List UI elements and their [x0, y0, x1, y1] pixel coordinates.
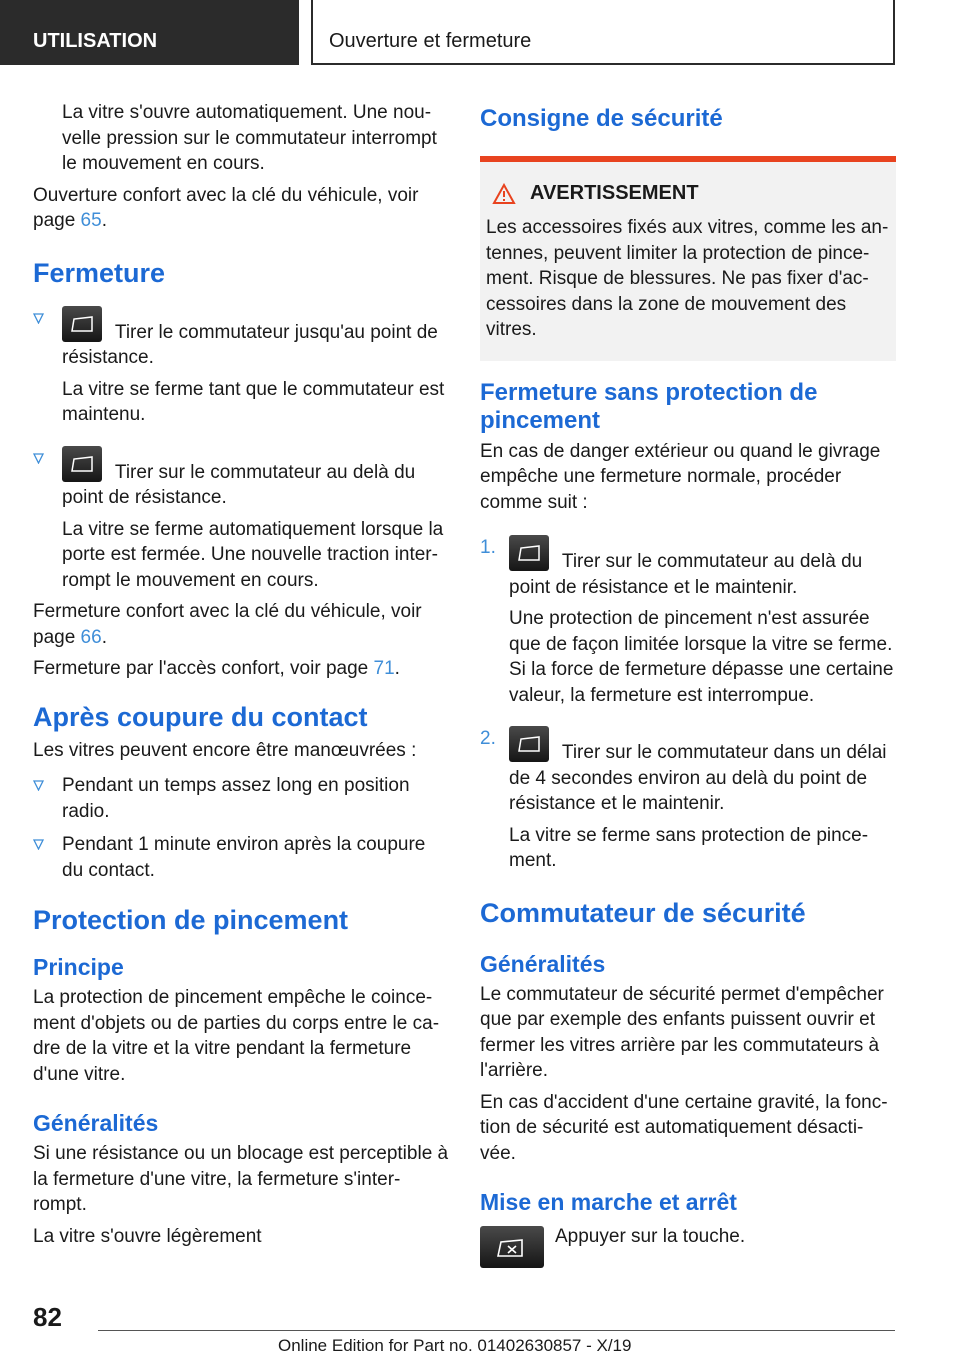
warning-text: Les accessoires fixés aux vitres, comme les an‐ tennes, peuvent limiter la protection de pince‐ ment. Risque de blessures. Ne pas fixer d'ac‐ cessoires dans la zone de mouvement des vitres. — [486, 217, 889, 340]
heading-consigne-securite: Consigne de sécurité — [480, 105, 723, 132]
heading-principe: Principe — [33, 954, 124, 980]
step-number: 1. — [480, 537, 496, 558]
heading-sans-protection: Fermeture sans protection de pincement — [480, 378, 818, 434]
generalites-paragraph-left: Si une résistance ou un blocage est perceptible à la fermeture d'une vitre, la fermeture s'inter‐ rompt. — [33, 1143, 449, 1215]
heading-generalites-left: Généralités — [33, 1110, 159, 1136]
principe-paragraph: La protection de pincement empêche le coince‐ ment d'objets ou de parties du corps entre le ca‐ dre de la vitre et la vitre pendant la fermeture d'une vitre. — [33, 987, 440, 1085]
fermeture-step-2-note: La vitre se ferme automatiquement lorsque la porte est fermée. Une nouvelle traction inter‐ rompt le mouvement en cours. — [62, 518, 444, 591]
generalites-paragraph-left-2: La vitre s'ouvre légèrement — [33, 1225, 262, 1247]
footer-edition: Online Edition for Part no. 01402630857 - X/19 — [278, 1336, 632, 1355]
sans-protection-step-2-note: La vitre se ferme sans protection de pince‐ ment. — [509, 824, 869, 871]
confort-closing-paragraph: Fermeture confort avec la clé du véhicule, voir page 66. — [33, 601, 422, 648]
heading-commutateur-securite: Commutateur de sécurité — [480, 897, 806, 928]
header-section-label: UTILISATION — [33, 30, 158, 52]
right-column — [480, 100, 896, 1268]
triangle-bullet-icon — [33, 839, 44, 850]
fermeture-step-1: Tirer le commutateur jusqu'au point de résistance. — [33, 306, 451, 371]
warning-title: AVERTISSEMENT — [486, 182, 890, 205]
triangle-bullet-icon — [33, 780, 44, 791]
commutateur-paragraph-2: En cas d'accident d'une certaine gravité, la fonc‐ tion de sécurité est automatiquement désacti‐ vée. — [480, 1091, 888, 1164]
sans-protection-step-1-note: Une protection de pincement n'est assurée que de façon limitée lorsque la vitre se ferme. Si la force de fermeture dépasse une certaine valeur, la fermeture est interrompue. — [509, 608, 894, 706]
heading-mise-en-marche: Mise en marche et arrêt — [480, 1189, 737, 1215]
warning-box — [480, 156, 896, 361]
apres-list-item: Pendant 1 minute environ après la coupure du contact. — [33, 832, 451, 883]
acces-confort-paragraph: Fermeture par l'accès confort, voir page 71. — [33, 658, 400, 679]
intro-paragraph: La vitre s'ouvre automatiquement. Une nou‐ velle pression sur le commutateur interrompt le mouvement en cours. — [62, 102, 437, 174]
fermeture-step-1-note: La vitre se ferme tant que le commutateur est maintenu. — [62, 378, 445, 425]
window-switch-icon — [62, 446, 102, 482]
left-column — [33, 100, 451, 1255]
sans-protection-step-1: 1. Tirer sur le commutateur au delà du point de résistance et le maintenir. — [480, 537, 863, 598]
child-lock-button-icon — [480, 1226, 544, 1268]
window-switch-icon — [509, 535, 549, 571]
page-number: 82 — [33, 1302, 62, 1332]
page-link-71[interactable]: 71 — [373, 658, 395, 679]
heading-fermeture: Fermeture — [33, 257, 166, 288]
header-section-tab — [0, 0, 299, 65]
header-chapter-label: Ouverture et fermeture — [329, 30, 532, 52]
confort-opening-paragraph: Ouverture confort avec la clé du véhicule, voir page 65. — [33, 184, 419, 231]
mise-en-marche-row — [480, 1224, 896, 1250]
fermeture-step-2: Tirer sur le commutateur au delà du point de résistance. — [33, 446, 451, 511]
triangle-bullet-icon — [33, 453, 44, 464]
mise-en-marche-text: Appuyer sur la touche. — [555, 1226, 746, 1247]
window-switch-icon — [509, 726, 549, 762]
step-number: 2. — [480, 728, 496, 749]
sans-protection-step-2: 2. Tirer sur le commutateur dans un délai de 4 secondes environ au delà du point de résistance et le maintenir. — [480, 728, 887, 814]
sans-protection-intro: En cas de danger extérieur ou quand le givrage empêche une fermeture normale, procéder comme suit : — [480, 440, 881, 513]
commutateur-paragraph-1: Le commutateur de sécurité permet d'empêcher que par exemple des enfants puissent ouvrir et fermer les vitres arrière par les commutateurs à l'arrière. — [480, 983, 884, 1081]
footer-divider — [98, 1330, 895, 1331]
window-switch-icon — [62, 306, 102, 342]
heading-apres-coupure: Après coupure du contact — [33, 701, 368, 732]
heading-generalites-right: Généralités — [480, 950, 606, 977]
apres-intro: Les vitres peuvent encore être manœuvrées : — [33, 739, 417, 761]
warning-triangle-icon — [492, 183, 516, 205]
triangle-bullet-icon — [33, 313, 44, 324]
apres-list-item: Pendant un temps assez long en position radio. — [33, 773, 451, 824]
header-chapter-tab — [311, 0, 895, 65]
heading-protection-pincement: Protection de pincement — [33, 905, 349, 935]
page-link-65[interactable]: 65 — [80, 210, 102, 231]
page-link-66[interactable]: 66 — [80, 626, 102, 648]
